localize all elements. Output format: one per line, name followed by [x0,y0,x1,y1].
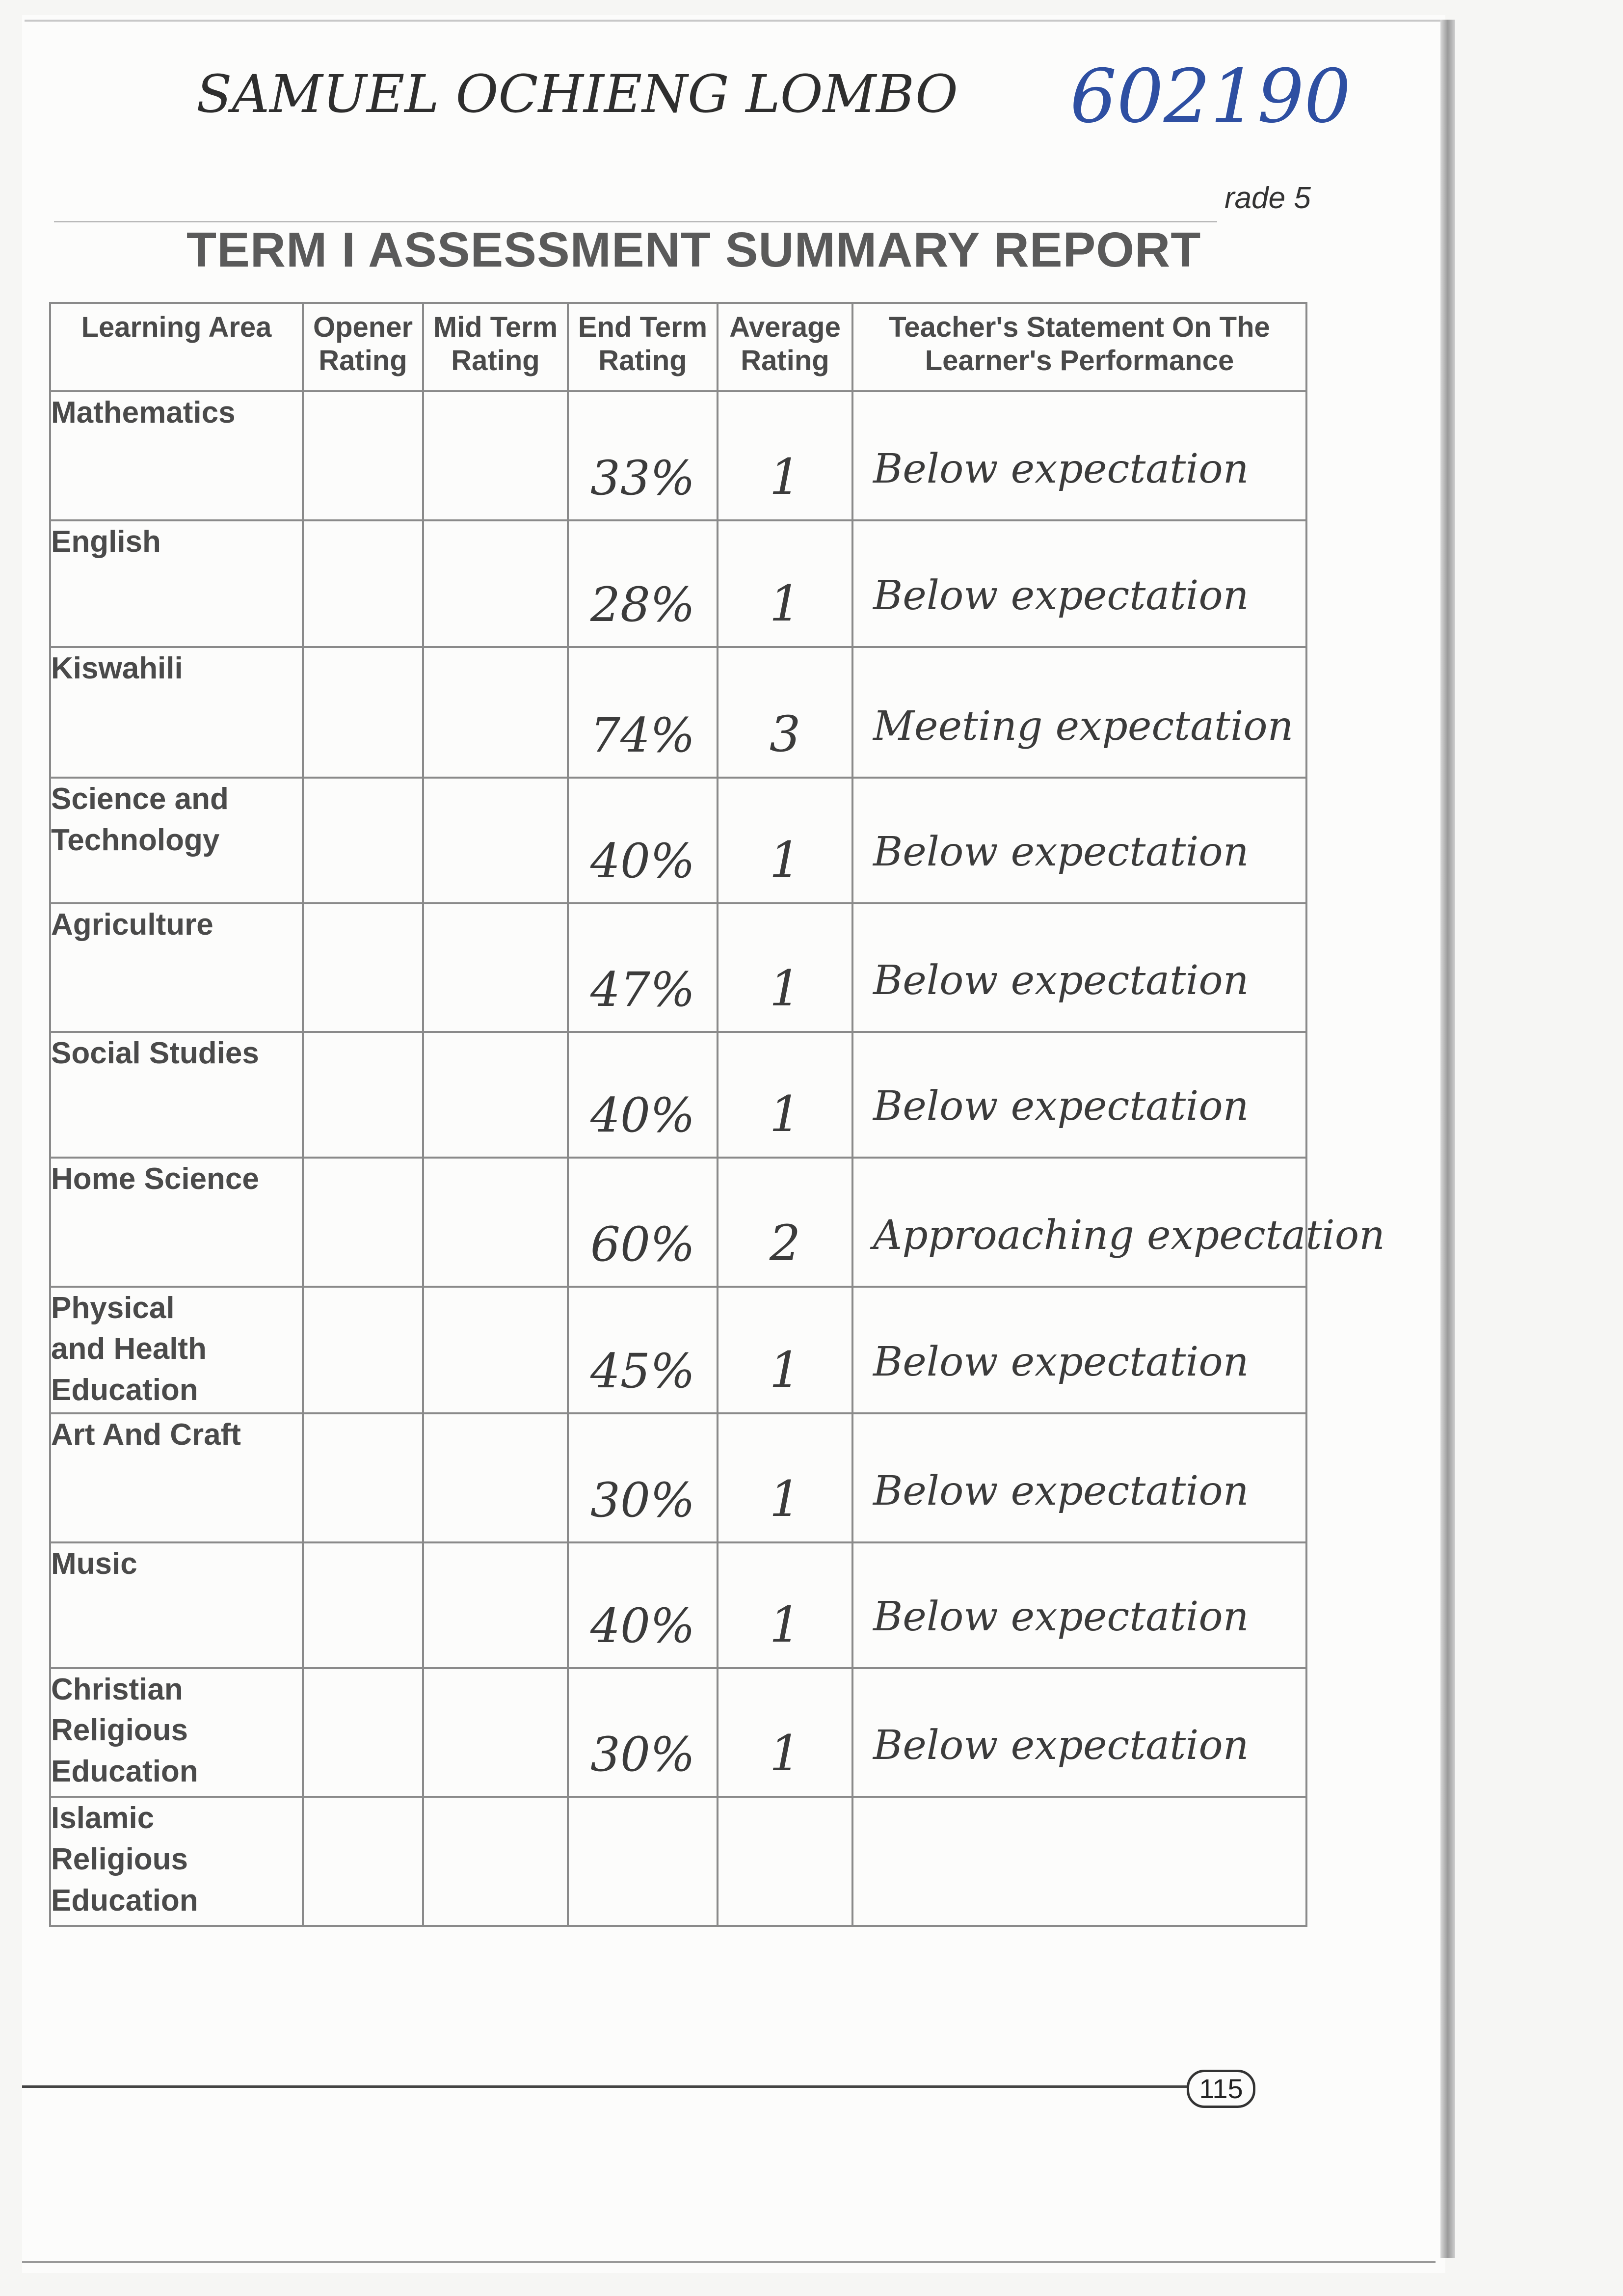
opener-rating-cell [303,778,423,903]
mid-term-rating-cell [423,391,568,520]
teacher-statement-value: Below expectation [873,828,1249,875]
teacher-statement-value: Below expectation [873,1339,1249,1386]
average-rating-value: 2 [769,1214,801,1272]
opener-rating-cell [303,1542,423,1668]
average-rating-value: 1 [769,1470,801,1528]
learning-area-cell [50,1668,303,1797]
end-term-rating-value: 33% [590,450,695,506]
learning-area-label: Religious [51,1713,188,1748]
learning-area-label: Christian [51,1672,183,1706]
opener-rating-cell [303,903,423,1032]
average-rating-cell [718,391,852,520]
learning-area-cell [50,1413,303,1542]
admission-number: 602190 [1070,54,1351,139]
mid-term-rating-cell [423,1158,568,1287]
mid-term-rating-cell [423,520,568,648]
average-rating-value: 1 [769,1341,801,1399]
learning-area-label: Education [51,1883,198,1918]
learning-area-cell [50,1032,303,1158]
col-header-average: Average Rating [718,303,852,391]
learning-area-cell [50,1287,303,1414]
average-rating-value: 1 [769,1085,801,1143]
table-row [50,1158,1306,1287]
teacher-statement-value: Below expectation [873,1082,1249,1130]
end-term-rating-value: 60% [590,1216,695,1272]
end-term-rating-cell [568,1542,718,1668]
teacher-statement-cell [852,778,1306,903]
learning-area-cell [50,778,303,903]
teacher-statement-value: Below expectation [873,1593,1249,1640]
mid-term-rating-cell [423,1413,568,1542]
learning-area-label: Kiswahili [51,651,183,686]
end-term-rating-cell [568,1797,718,1926]
opener-rating-cell [303,1413,423,1542]
average-rating-value: 1 [769,1725,801,1783]
table-row [50,1413,1306,1542]
teacher-statement-cell [852,903,1306,1032]
average-rating-cell [718,778,852,903]
learning-area-cell [50,391,303,520]
end-term-rating-value: 74% [590,708,695,763]
learning-area-label: English [51,524,161,559]
page-top-edge [25,20,1443,22]
teacher-statement-value: Below expectation [873,1467,1249,1514]
average-rating-cell [718,1158,852,1287]
col-header-teacher-statement: Teacher's Statement On The Learner's Performance [852,303,1306,391]
table-header-row [50,303,1306,391]
average-rating-value: 1 [769,960,801,1018]
opener-rating-cell [303,1668,423,1797]
average-rating-value: 1 [769,1595,801,1653]
learning-area-label: Education [51,1754,198,1788]
mid-term-rating-cell [423,903,568,1032]
page-number: 115 [1187,2070,1255,2108]
end-term-rating-cell [568,1413,718,1542]
opener-rating-cell [303,647,423,778]
learning-area-label: Art And Craft [51,1418,241,1452]
opener-rating-cell [303,520,423,648]
learning-area-cell [50,647,303,778]
end-term-rating-cell [568,1032,718,1158]
opener-rating-cell [303,391,423,520]
average-rating-cell [718,1287,852,1414]
page-bottom-edge [22,2261,1436,2263]
end-term-rating-value: 40% [590,1598,695,1653]
learning-area-label: Religious [51,1842,188,1876]
end-term-rating-value: 30% [590,1472,695,1528]
end-term-rating-value: 40% [590,1087,695,1143]
learning-area-label: Islamic [51,1801,155,1836]
learning-area-label: Science and [51,782,229,816]
teacher-statement-cell [852,1413,1306,1542]
learning-area-label: and Health [51,1332,207,1366]
end-term-rating-value: 47% [590,962,695,1018]
teacher-statement-cell [852,1287,1306,1414]
learning-area-label: Agriculture [51,907,213,942]
learning-area-label: Music [51,1546,137,1581]
learning-area-cell [50,1158,303,1287]
end-term-rating-value: 30% [590,1727,695,1783]
mid-term-rating-cell [423,778,568,903]
teacher-statement-value: Approaching expectation [873,1212,1385,1259]
end-term-rating-value: 45% [590,1344,695,1399]
learning-area-cell [50,520,303,648]
grade-label: rade 5 [1224,181,1311,215]
teacher-statement-value: Below expectation [873,1722,1249,1769]
teacher-statement-value: Below expectation [873,572,1249,620]
table-row [50,1287,1306,1414]
assessment-table [49,302,1385,1927]
average-rating-value: 1 [769,831,801,889]
average-rating-cell [718,1668,852,1797]
report-title: TERM I ASSESSMENT SUMMARY REPORT [186,222,1201,277]
teacher-statement-cell [852,647,1306,778]
learning-area-label: Education [51,1373,198,1407]
table-row [50,1032,1306,1158]
end-term-rating-cell [568,1158,718,1287]
table-row [50,520,1306,648]
learning-area-cell [50,1797,303,1926]
table-row [50,1797,1306,1926]
opener-rating-cell [303,1032,423,1158]
learning-area-label: Physical [51,1291,175,1325]
teacher-statement-cell [852,391,1306,520]
end-term-rating-cell [568,520,718,648]
learning-area-label: Home Science [51,1162,259,1196]
mid-term-rating-cell [423,1542,568,1668]
mid-term-rating-cell [423,1797,568,1926]
average-rating-cell [718,1797,852,1926]
table-row [50,778,1306,903]
table-row [50,1668,1306,1797]
average-rating-cell [718,1032,852,1158]
average-rating-cell [718,520,852,648]
learning-area-cell [50,1542,303,1668]
learning-area-label: Social Studies [51,1036,259,1071]
end-term-rating-cell [568,778,718,903]
opener-rating-cell [303,1287,423,1414]
teacher-statement-cell [852,520,1306,648]
teacher-statement-cell [852,1542,1306,1668]
table-row [50,1542,1306,1668]
end-term-rating-cell [568,903,718,1032]
page-binding-edge [1440,20,1455,2258]
average-rating-cell [718,903,852,1032]
learning-area-cell [50,903,303,1032]
average-rating-value: 1 [769,448,801,506]
opener-rating-cell [303,1797,423,1926]
col-header-learning-area: Learning Area [50,303,303,391]
teacher-statement-value: Below expectation [873,445,1249,492]
footer-rule [22,2085,1215,2088]
average-rating-cell [718,647,852,778]
mid-term-rating-cell [423,1287,568,1414]
teacher-statement-cell [852,1668,1306,1797]
col-header-opener: Opener Rating [303,303,423,391]
mid-term-rating-cell [423,647,568,778]
end-term-rating-cell [568,391,718,520]
opener-rating-cell [303,1158,423,1287]
end-term-rating-cell [568,1287,718,1414]
teacher-statement-cell [852,1158,1385,1287]
learning-area-label: Technology [51,823,220,857]
average-rating-cell [718,1413,852,1542]
teacher-statement-value: Below expectation [873,957,1249,1004]
teacher-statement-cell [852,1797,1306,1926]
col-header-end-term: End Term Rating [568,303,718,391]
table-row [50,647,1306,778]
table-row [50,903,1306,1032]
table-row [50,391,1306,520]
teacher-statement-cell [852,1032,1306,1158]
average-rating-cell [718,1542,852,1668]
end-term-rating-value: 40% [590,833,695,889]
average-rating-value: 3 [769,705,801,763]
end-term-rating-cell [568,647,718,778]
end-term-rating-value: 28% [590,577,695,633]
col-header-mid-term: Mid Term Rating [423,303,568,391]
teacher-statement-value: Meeting expectation [873,703,1294,750]
average-rating-value: 1 [769,575,801,633]
learning-area-label: Mathematics [51,396,236,430]
mid-term-rating-cell [423,1032,568,1158]
end-term-rating-cell [568,1668,718,1797]
student-name: SAMUEL OCHIENG LOMBO [196,64,958,124]
mid-term-rating-cell [423,1668,568,1797]
